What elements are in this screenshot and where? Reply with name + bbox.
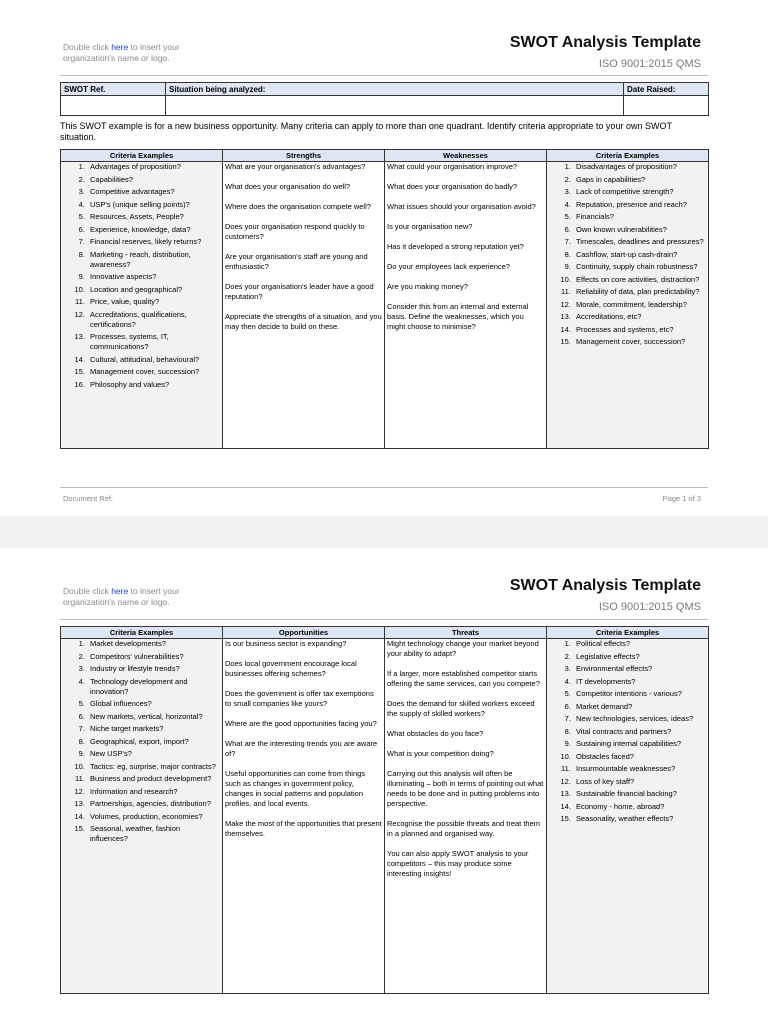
prompt-question: Does the government is offer tax exemptions to small companies like yours? [225, 689, 374, 708]
situation-field[interactable] [166, 96, 624, 116]
page-2 [0, 548, 768, 1024]
criteria-item: 13. Processes, systems, IT, communications? [87, 332, 220, 352]
prompt-question: Are you making money? [387, 282, 468, 291]
prompt-question: Where does the organisation compete well? [225, 202, 371, 211]
criteria-item: 12. Morale, commitment, leadership? [573, 300, 706, 310]
logo-hint-text-end: to insert your organization's name or logo. [63, 586, 180, 607]
page-number: Page 1 of 3 [662, 494, 701, 503]
criteria-item: 4. Technology development and innovation? [87, 677, 220, 697]
criteria-item: 2. Capabilities? [87, 175, 220, 185]
criteria-item: 14. Processes and systems, etc? [573, 325, 706, 335]
prompt-question: Make the most of the opportunities that present themselves. [225, 819, 382, 838]
criteria-right-cell [547, 639, 709, 994]
criteria-list [549, 639, 706, 824]
criteria-item: 7. Financial reserves, likely returns? [87, 237, 220, 247]
criteria-item: 6. Own known vulnerabilities? [573, 225, 706, 235]
prompt-question: What are the interesting trends you are aware of? [225, 739, 378, 758]
prompt-question: What obstacles do you face? [387, 729, 484, 738]
criteria-item: 8. Vital contracts and partners? [573, 727, 706, 737]
criteria-item: 2. Competitors' vulnerabilities? [87, 652, 220, 662]
criteria-item: 2. Gaps in capabilities? [573, 175, 706, 185]
date-raised-label: Date Raised: [624, 83, 709, 96]
col-header-strengths: Strengths [223, 150, 385, 162]
swot-header-table [60, 82, 709, 116]
insert-logo-link[interactable]: here [111, 586, 129, 596]
criteria-item: 15. Seasonal, weather, fashion influences? [87, 824, 220, 844]
logo-placeholder [63, 42, 223, 64]
criteria-right-cell [547, 162, 709, 449]
prompt-question: Is your organisation new? [387, 222, 473, 231]
criteria-item: 10. Obstacles faced? [573, 752, 706, 762]
prompt-question: Does local government encourage local businesses offering schemes? [225, 659, 357, 678]
prompt-question: Are your organisation's staff are young and enthusiastic? [225, 252, 368, 271]
criteria-item: 9. New USP's? [87, 749, 220, 759]
logo-hint-text: Double click [63, 586, 112, 596]
criteria-item: 16. Philosophy and values? [87, 380, 220, 390]
col-header-opportunities: Opportunities [223, 627, 385, 639]
criteria-item: 5. Competitor intentions - various? [573, 689, 706, 699]
strengths-cell[interactable] [223, 162, 385, 449]
criteria-item: 4. IT developments? [573, 677, 706, 687]
prompt-question: Do your employees lack experience? [387, 262, 510, 271]
criteria-list [63, 639, 220, 844]
swot-grid-strengths-weaknesses [60, 149, 709, 449]
document-subtitle: ISO 9001:2015 QMS [598, 58, 701, 70]
prompt-question: Carrying out this analysis will often be illuminating – both in terms of pointing out what needs to be done and in putting problems into perspective. [387, 769, 544, 808]
criteria-item: 6. Experience, knowledge, data? [87, 225, 220, 235]
prompt-question: Does your organisation respond quickly to customers? [225, 222, 365, 241]
header-divider [60, 619, 708, 620]
date-raised-field[interactable] [624, 96, 709, 116]
criteria-item: 4. Reputation, presence and reach? [573, 200, 706, 210]
criteria-item: 5. Financials? [573, 212, 706, 222]
criteria-item: 12. Information and research? [87, 787, 220, 797]
criteria-item: 13. Sustainable financial backing? [573, 789, 706, 799]
criteria-item: 3. Environmental effects? [573, 664, 706, 674]
criteria-item: 1. Disadvantages of proposition? [573, 162, 706, 172]
intro-text: This SWOT example is for a new business opportunity. Many criteria can apply to more than one quadrant. Identify criteria appropriate to your own SWOT situation. [60, 121, 672, 142]
prompt-question: What does your organisation do badly? [387, 182, 518, 191]
criteria-item: 1. Market developments? [87, 639, 220, 649]
criteria-item: 10. Tactics: eg, surprise, major contracts? [87, 762, 220, 772]
criteria-item: 5. Global influences? [87, 699, 220, 709]
prompt-question: Does your organisation's leader have a good reputation? [225, 282, 374, 301]
criteria-item: 8. Geographical, export, import? [87, 737, 220, 747]
criteria-item: 7. New technologies, services, ideas? [573, 714, 706, 724]
prompt-question: Does the demand for skilled workers exceed the supply of skilled workers? [387, 699, 535, 718]
criteria-item: 10. Effects on core activities, distraction? [573, 275, 706, 285]
prompt-question: What is your competition doing? [387, 749, 494, 758]
criteria-item: 7. Timescales, deadlines and pressures? [573, 237, 706, 247]
situation-label: Situation being analyzed: [166, 83, 624, 96]
insert-logo-link[interactable]: here [111, 42, 129, 52]
criteria-item: 11. Business and product development? [87, 774, 220, 784]
prompt-question: Where are the good opportunities facing you? [225, 719, 377, 728]
col-header-criteria-right: Criteria Examples [547, 150, 709, 162]
col-header-criteria-left: Criteria Examples [61, 627, 223, 639]
criteria-item: 15. Management cover, succession? [87, 367, 220, 377]
prompt-question: What could your organisation improve? [387, 162, 518, 171]
col-header-weaknesses: Weaknesses [385, 150, 547, 162]
criteria-item: 9. Sustaining internal capabilities? [573, 739, 706, 749]
opportunities-cell[interactable] [223, 639, 385, 994]
criteria-item: 2. Legislative effects? [573, 652, 706, 662]
criteria-item: 8. Cashflow, start-up cash-drain? [573, 250, 706, 260]
criteria-item: 14. Volumes, production, economies? [87, 812, 220, 822]
criteria-item: 6. Market demand? [573, 702, 706, 712]
document-title: SWOT Analysis Template [509, 34, 701, 51]
criteria-list [549, 162, 706, 347]
document-subtitle: ISO 9001:2015 QMS [598, 601, 701, 613]
prompt-question: What does your organisation do well? [225, 182, 351, 191]
logo-hint-text-end: to insert your organization's name or logo. [63, 42, 180, 63]
criteria-item: 11. Reliability of data, plan predictability? [573, 287, 706, 297]
header-divider [60, 75, 708, 76]
prompt-question: You can also apply SWOT analysis to your competitors – this may produce some interesting insights! [387, 849, 529, 878]
criteria-item: 9. Continuity, supply chain robustness? [573, 262, 706, 272]
prompt-question: If a larger, more established competitor starts offering the same services, can you compete? [387, 669, 540, 688]
criteria-item: 7. Niche target markets? [87, 724, 220, 734]
document-ref: Document Ref: [63, 494, 114, 503]
prompt-question: Has it developed a strong reputation yet? [387, 242, 524, 251]
criteria-list [63, 162, 220, 390]
prompt-question: Consider this from an internal and external basis. Define the weaknesses, which you might choose to minimise? [387, 302, 529, 331]
prompt-question: Recognise the possible threats and treat them in a planned and organised way. [387, 819, 541, 838]
swot-grid-opportunities-threats [60, 626, 709, 994]
prompt-question: Is our business sector is expanding? [225, 639, 347, 648]
criteria-item: 12. Accreditations, qualifications, certifications? [87, 310, 220, 330]
logo-hint-text: Double click [63, 42, 112, 52]
prompt-question: What are your organisation's advantages? [225, 162, 366, 171]
threats-cell[interactable] [385, 639, 547, 994]
criteria-item: 10. Location and geographical? [87, 285, 220, 295]
col-header-criteria-left: Criteria Examples [61, 150, 223, 162]
prompt-question: Appreciate the strengths of a situation, and you may then decide to build on these. [225, 312, 382, 331]
criteria-item: 13. Partnerships, agencies, distribution? [87, 799, 220, 809]
logo-placeholder [63, 586, 223, 608]
swot-ref-label: SWOT Ref. [61, 83, 166, 96]
criteria-item: 1. Political effects? [573, 639, 706, 649]
criteria-item: 3. Lack of competitive strength? [573, 187, 706, 197]
criteria-item: 12. Loss of key staff? [573, 777, 706, 787]
criteria-item: 4. USP's (unique selling points)? [87, 200, 220, 210]
criteria-item: 11. Price, value, quality? [87, 297, 220, 307]
criteria-item: 6. New markets, vertical, horizontal? [87, 712, 220, 722]
swot-ref-field[interactable] [61, 96, 166, 116]
document-title: SWOT Analysis Template [509, 577, 701, 594]
criteria-left-cell [61, 162, 223, 449]
criteria-item: 15. Seasonality, weather effects? [573, 814, 706, 824]
criteria-item: 13. Accreditations, etc? [573, 312, 706, 322]
prompt-question: Useful opportunities can come from things such as changes in government policy, changes in social patterns and population profiles, and local events. [225, 769, 366, 808]
criteria-item: 15. Management cover, succession? [573, 337, 706, 347]
criteria-item: 1. Advantages of proposition? [87, 162, 220, 172]
criteria-item: 3. Industry or lifestyle trends? [87, 664, 220, 674]
col-header-threats: Threats [385, 627, 547, 639]
criteria-item: 11. Insurmountable weaknesses? [573, 764, 706, 774]
footer-divider [60, 487, 708, 488]
weaknesses-cell[interactable] [385, 162, 547, 449]
criteria-item: 9. Innovative aspects? [87, 272, 220, 282]
prompt-question: What issues should your organisation avoid? [387, 202, 536, 211]
criteria-item: 14. Economy - home, abroad? [573, 802, 706, 812]
criteria-item: 14. Cultural, attitudinal, behavioural? [87, 355, 220, 365]
criteria-item: 8. Marketing - reach, distribution, awareness? [87, 250, 220, 270]
criteria-item: 3. Competitive advantages? [87, 187, 220, 197]
criteria-item: 5. Resources, Assets, People? [87, 212, 220, 222]
col-header-criteria-right: Criteria Examples [547, 627, 709, 639]
criteria-left-cell [61, 639, 223, 994]
prompt-question: Might technology change your market beyond your ability to adapt? [387, 639, 539, 658]
